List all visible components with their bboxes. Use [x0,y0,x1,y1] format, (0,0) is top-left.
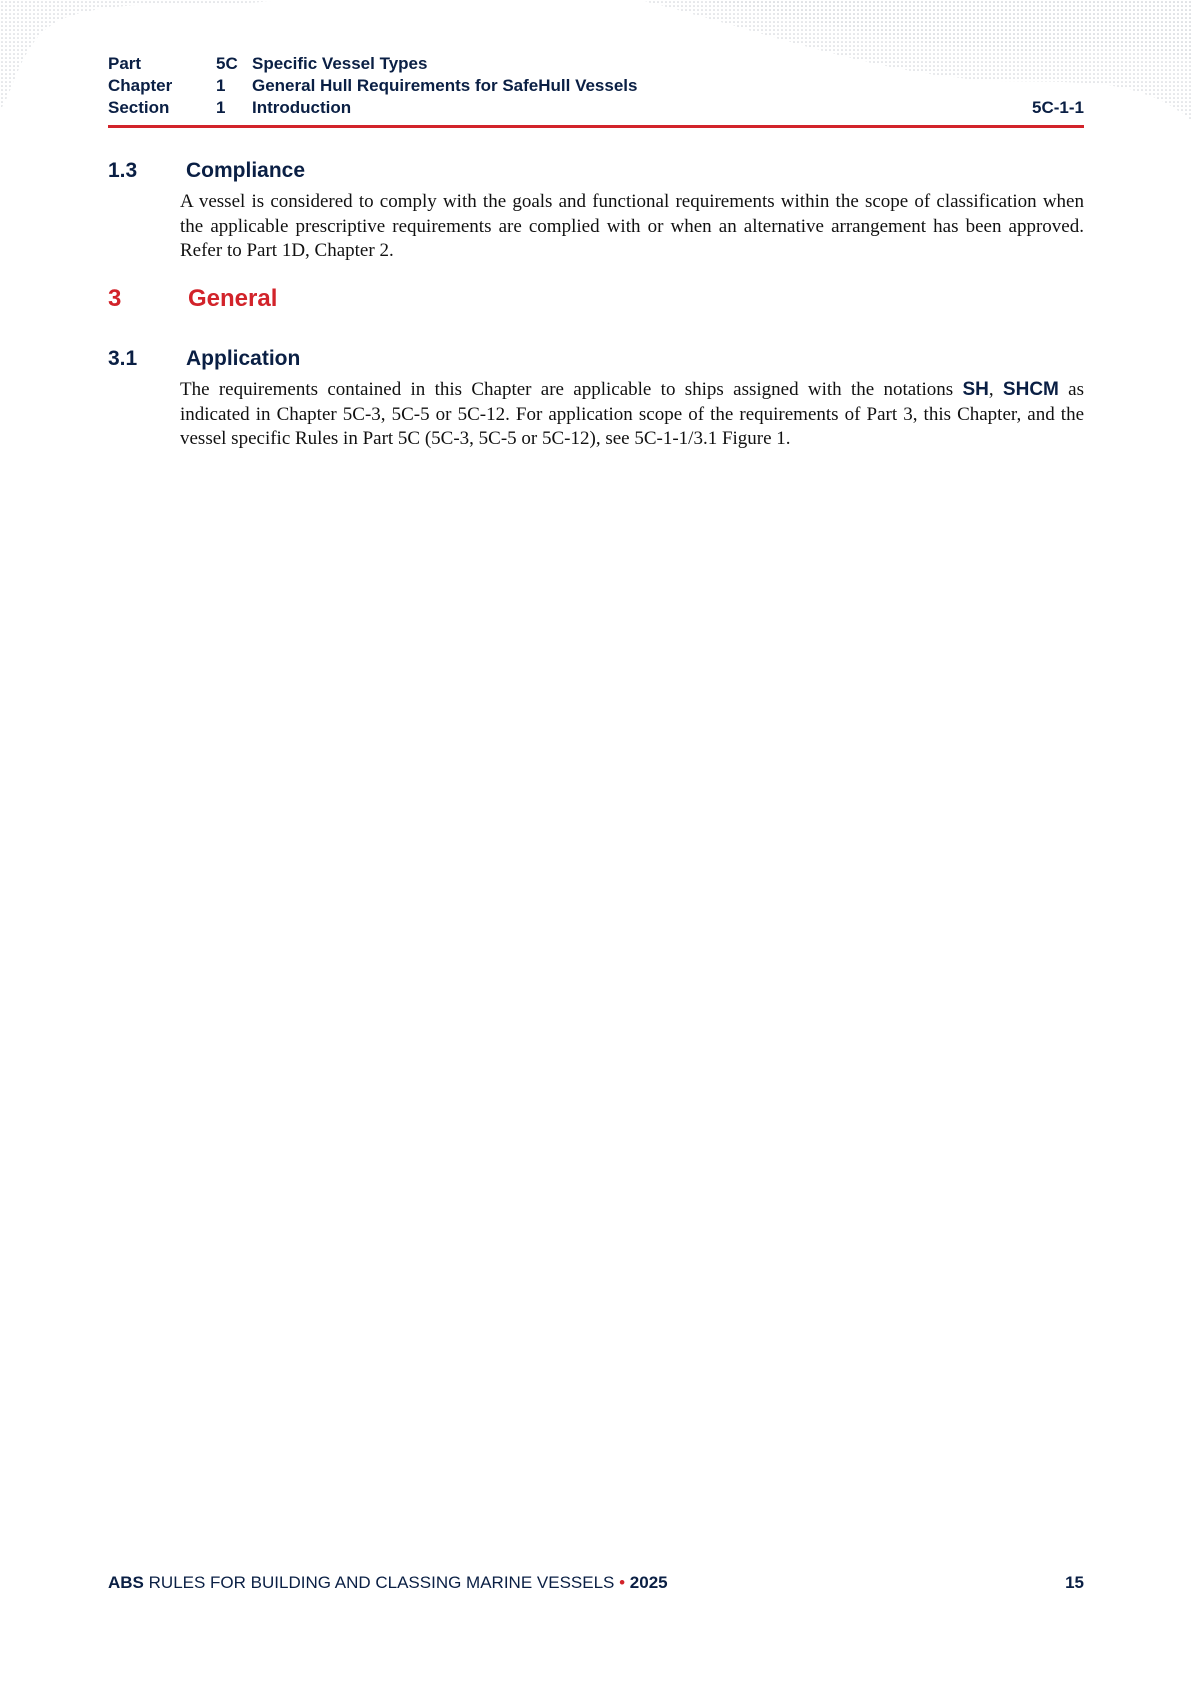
notation-separator: , [988,379,1003,400]
compliance-paragraph: A vessel is considered to comply with the goals and functional requirements within the scope of classification when the applicable prescriptive requirements are complied with or when an alternative arrangement has been approved. Refer to Part 1D, Chapter 2. [180,191,1084,261]
header-label: Chapter [108,76,173,95]
notation-shcm: SHCM [1002,379,1059,400]
running-header [108,53,1084,119]
heading-number: 3.1 [108,347,138,370]
application-paragraph [180,378,1084,452]
heading-title: Application [186,347,301,370]
footer-title: RULES FOR BUILDING AND CLASSING MARINE VESSELS [148,1573,615,1592]
application-text-end: as indicated in Chapter 5C-3, 5C-5 or 5C-12. For application scope of the requirements of Part 3, this Chapter, and the vessel specific Rules in Part 5C (5C-3, 5C-5 or 5C-12), see 5C-1-1/3.1 Figure 1. [180,379,1085,449]
header-title: Introduction [252,98,352,117]
header-label: Part [108,54,142,73]
footer-bullet: • [619,1573,626,1592]
section-reference: 5C-1-1 [1032,98,1084,117]
heading-number: 1.3 [108,159,138,182]
footer-year: 2025 [629,1573,668,1592]
header-number: 1 [216,98,226,117]
application-text-start: The requirements contained in this Chapter are applicable to ships assigned with the notations [180,379,963,400]
heading-title: Compliance [186,159,306,182]
header-title: General Hull Requirements for SafeHull Vessels [252,76,638,95]
header-label: Section [108,98,170,117]
footer-brand: ABS [108,1573,144,1592]
header-title: Specific Vessel Types [252,54,428,73]
header-row-part [108,53,1084,75]
header-number: 5C [216,54,238,73]
notation-sh: SH [962,379,989,400]
header-row-section [108,97,1084,119]
header-number: 1 [216,76,226,95]
heading-number: 3 [108,285,122,312]
page-footer [108,1571,1084,1595]
heading-title: General [188,285,278,312]
header-divider [108,125,1084,128]
header-row-chapter [108,75,1084,97]
page-number: 15 [1065,1573,1084,1592]
